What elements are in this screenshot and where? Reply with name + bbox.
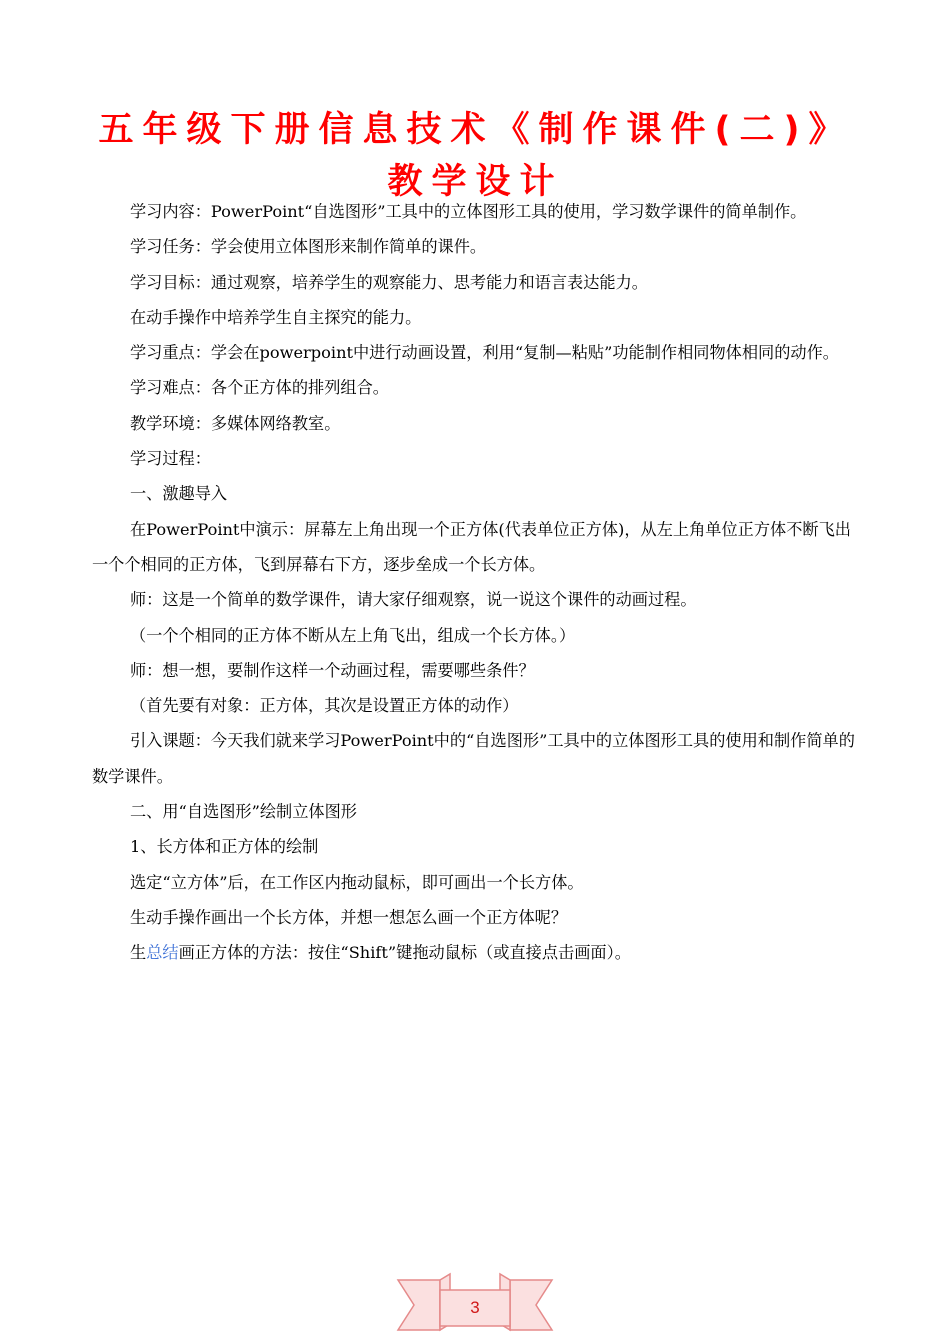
paragraph-process: 学习过程： (130, 449, 211, 469)
document-body (92, 194, 860, 971)
summary-text: 画正方体的方法：按住“Shift”键拖动鼠标（或直接点击画面）。 (178, 943, 631, 963)
paragraph-learning-goal-2: 在动手操作中培养学生自主探究的能力。 (130, 307, 422, 327)
document-title: 五年级下册信息技术《制作课件(二)》教学设计 (98, 110, 853, 202)
paragraph-teacher-2: 师：想一想，要制作这样一个动画过程，需要哪些条件？ (130, 660, 535, 680)
page-number: 3 (470, 1298, 480, 1317)
paragraph-teacher-1: 师：这是一个简单的数学课件，请大家仔细观察，说一说这个课件的动画过程。 (130, 590, 697, 610)
paragraph-answer-2: （首先要有对象：正方体，其次是设置正方体的动作） (130, 696, 519, 716)
section-heading-draw: 二、用“自选图形”绘制立体图形 (130, 802, 357, 822)
paragraph-demo: 在PowerPoint中演示：屏幕左上角出现一个正方体(代表单位正方体)，从左上角单位正方体不断飞出一个个相同的正方体，飞到屏幕右下方，逐步垒成一个长方体。 (92, 519, 851, 574)
subsection-heading-cuboid: 1、长方体和正方体的绘制 (130, 837, 319, 857)
paragraph-learning-task: 学习任务：学会使用立体图形来制作简单的课件。 (130, 237, 487, 257)
paragraph-summary (92, 935, 860, 970)
paragraph-topic-intro: 引入课题：今天我们就来学习PowerPoint中的“自选图形”工具中的立体图形工具的使用和制作简单的数学课件。 (92, 731, 855, 786)
paragraph-environment: 教学环境：多媒体网络教室。 (130, 413, 341, 433)
paragraph-key-point: 学习重点：学会在powerpoint中进行动画设置，利用“复制—粘贴”功能制作相同物体相同的动作。 (130, 343, 839, 363)
summary-prefix: 生 (130, 943, 147, 963)
paragraph-select-cube: 选定“立方体”后，在工作区内拖动鼠标，即可画出一个长方体。 (130, 872, 584, 892)
summary-highlight: 总结 (146, 943, 179, 963)
section-heading-intro: 一、激趣导入 (130, 484, 228, 504)
paragraph-student-practice: 生动手操作画出一个长方体，并想一想怎么画一个正方体呢？ (130, 907, 568, 927)
paragraph-difficulty: 学习难点：各个正方体的排列组合。 (130, 378, 389, 398)
paragraph-learning-goal: 学习目标：通过观察，培养学生的观察能力、思考能力和语言表达能力。 (130, 272, 648, 292)
paragraph-learning-content: 学习内容：PowerPoint“自选图形”工具中的立体图形工具的使用，学习数学课件的简单制作。 (130, 202, 807, 221)
paragraph-answer-1: （一个个相同的正方体不断从左上角飞出，组成一个长方体。） (130, 625, 576, 645)
